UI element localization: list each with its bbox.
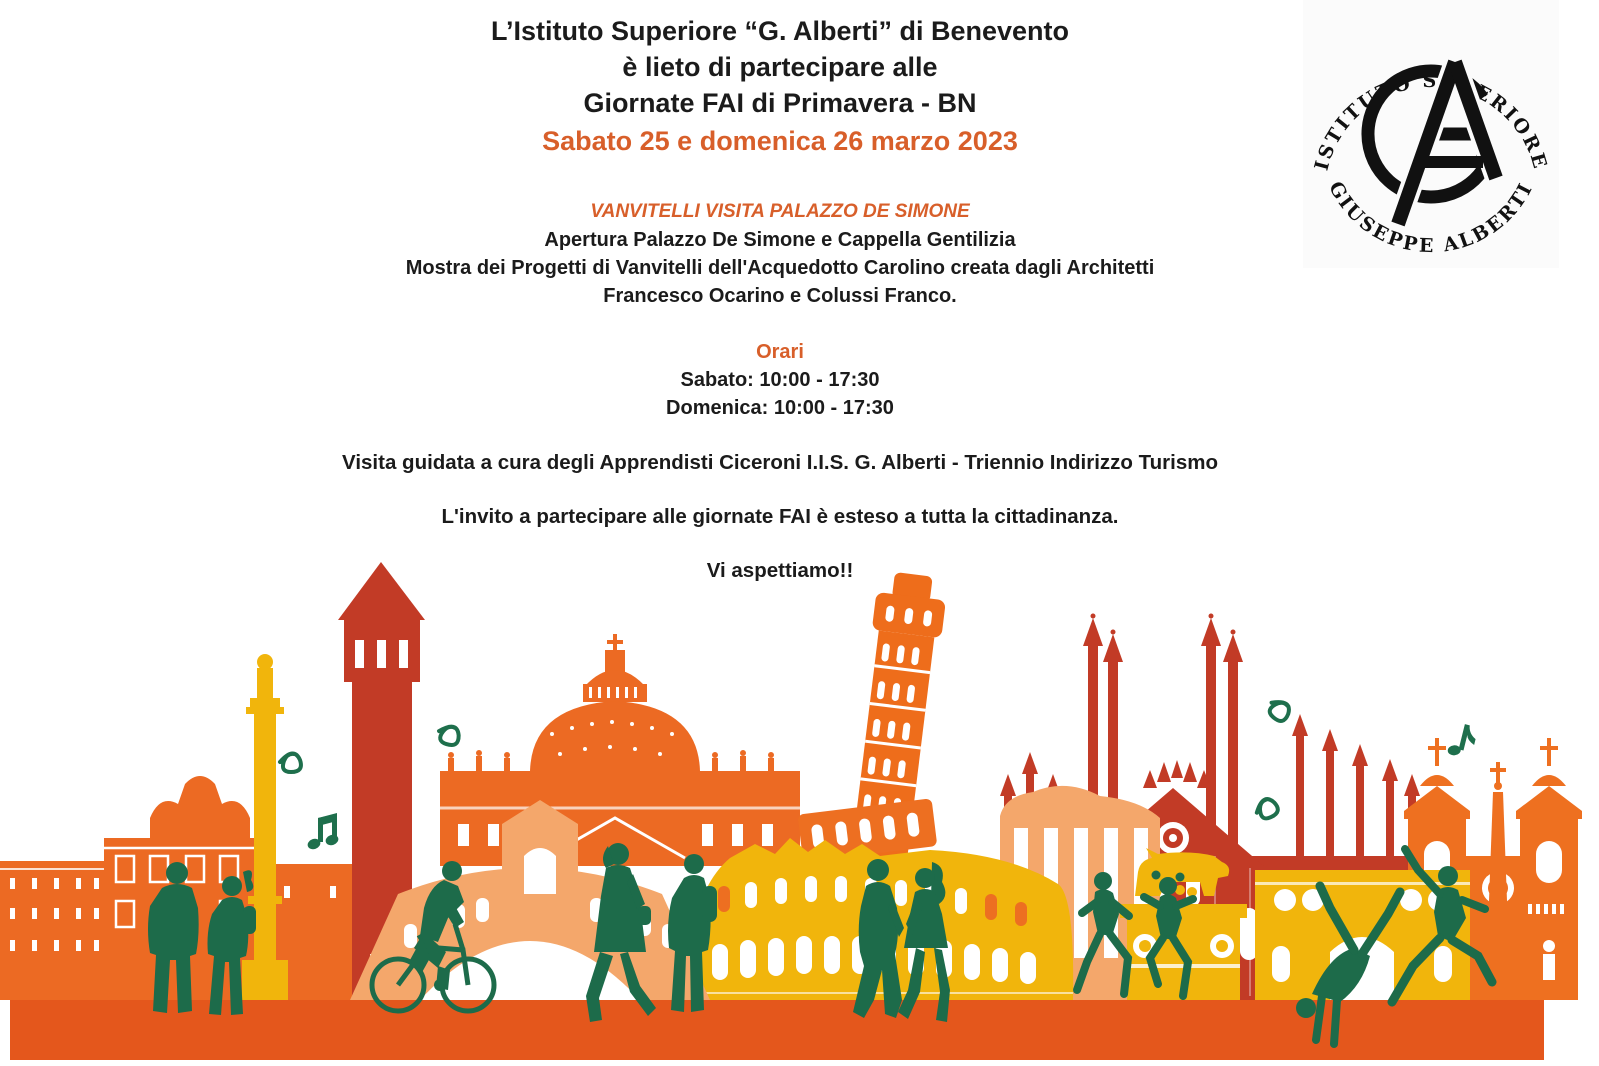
- closing-note: Vi aspettiamo!!: [706, 559, 854, 582]
- logo-top-text: ISTITUTO SUPERIORE: [1310, 70, 1552, 173]
- invitation-note: L'invito a partecipare alle giornate FAI è esteso a tutta la cittadinanza.: [441, 505, 1119, 528]
- trinita-tower-right: [1516, 738, 1582, 1000]
- confetti-swirl-icon: [1253, 796, 1280, 822]
- title-line-2: è lieto di partecipare alle: [622, 52, 938, 82]
- event-title: VANVITELLI VISITA PALAZZO DE SIMONE: [590, 201, 970, 222]
- palazzo-left-silhouette: [0, 861, 106, 1000]
- confetti-swirl-icon: [1265, 696, 1293, 724]
- event-line-2: Mostra dei Progetti di Vanvitelli dell'Acquedotto Carolino creata dagli Architetti: [405, 257, 1155, 279]
- logo-bottom-text: GIUSEPPE ALBERTI: [1324, 177, 1538, 258]
- title-line-3: Giornate FAI di Primavera - BN: [583, 88, 977, 118]
- schedule-sunday: Domenica: 10:00 - 17:30: [666, 397, 894, 419]
- italian-skyline-illustration: [0, 556, 1599, 1066]
- st-peters-dome-silhouette: [440, 634, 800, 866]
- schedule-heading: Orari: [756, 341, 804, 363]
- title-line-1: L’Istituto Superiore “G. Alberti” di Benevento: [490, 16, 1070, 46]
- date-line: Sabato 25 e domenica 26 marzo 2023: [542, 126, 1018, 156]
- schedule-saturday: Sabato: 10:00 - 17:30: [680, 369, 880, 391]
- confetti-swirl-icon: [280, 753, 301, 772]
- event-line-1: Apertura Palazzo De Simone e Cappella Gentilizia: [544, 229, 1016, 251]
- single-music-note-icon: [1445, 721, 1478, 761]
- event-line-3: Francesco Ocarino e Colussi Franco.: [603, 285, 957, 307]
- school-logo: [1303, 0, 1559, 268]
- confetti-swirl-icon: [436, 723, 462, 747]
- double-music-note-icon: [306, 813, 340, 851]
- guided-tour-note: Visita guidata a cura degli Apprendisti Ciceroni I.I.S. G. Alberti - Triennio Indirizzo Turismo: [342, 451, 1218, 474]
